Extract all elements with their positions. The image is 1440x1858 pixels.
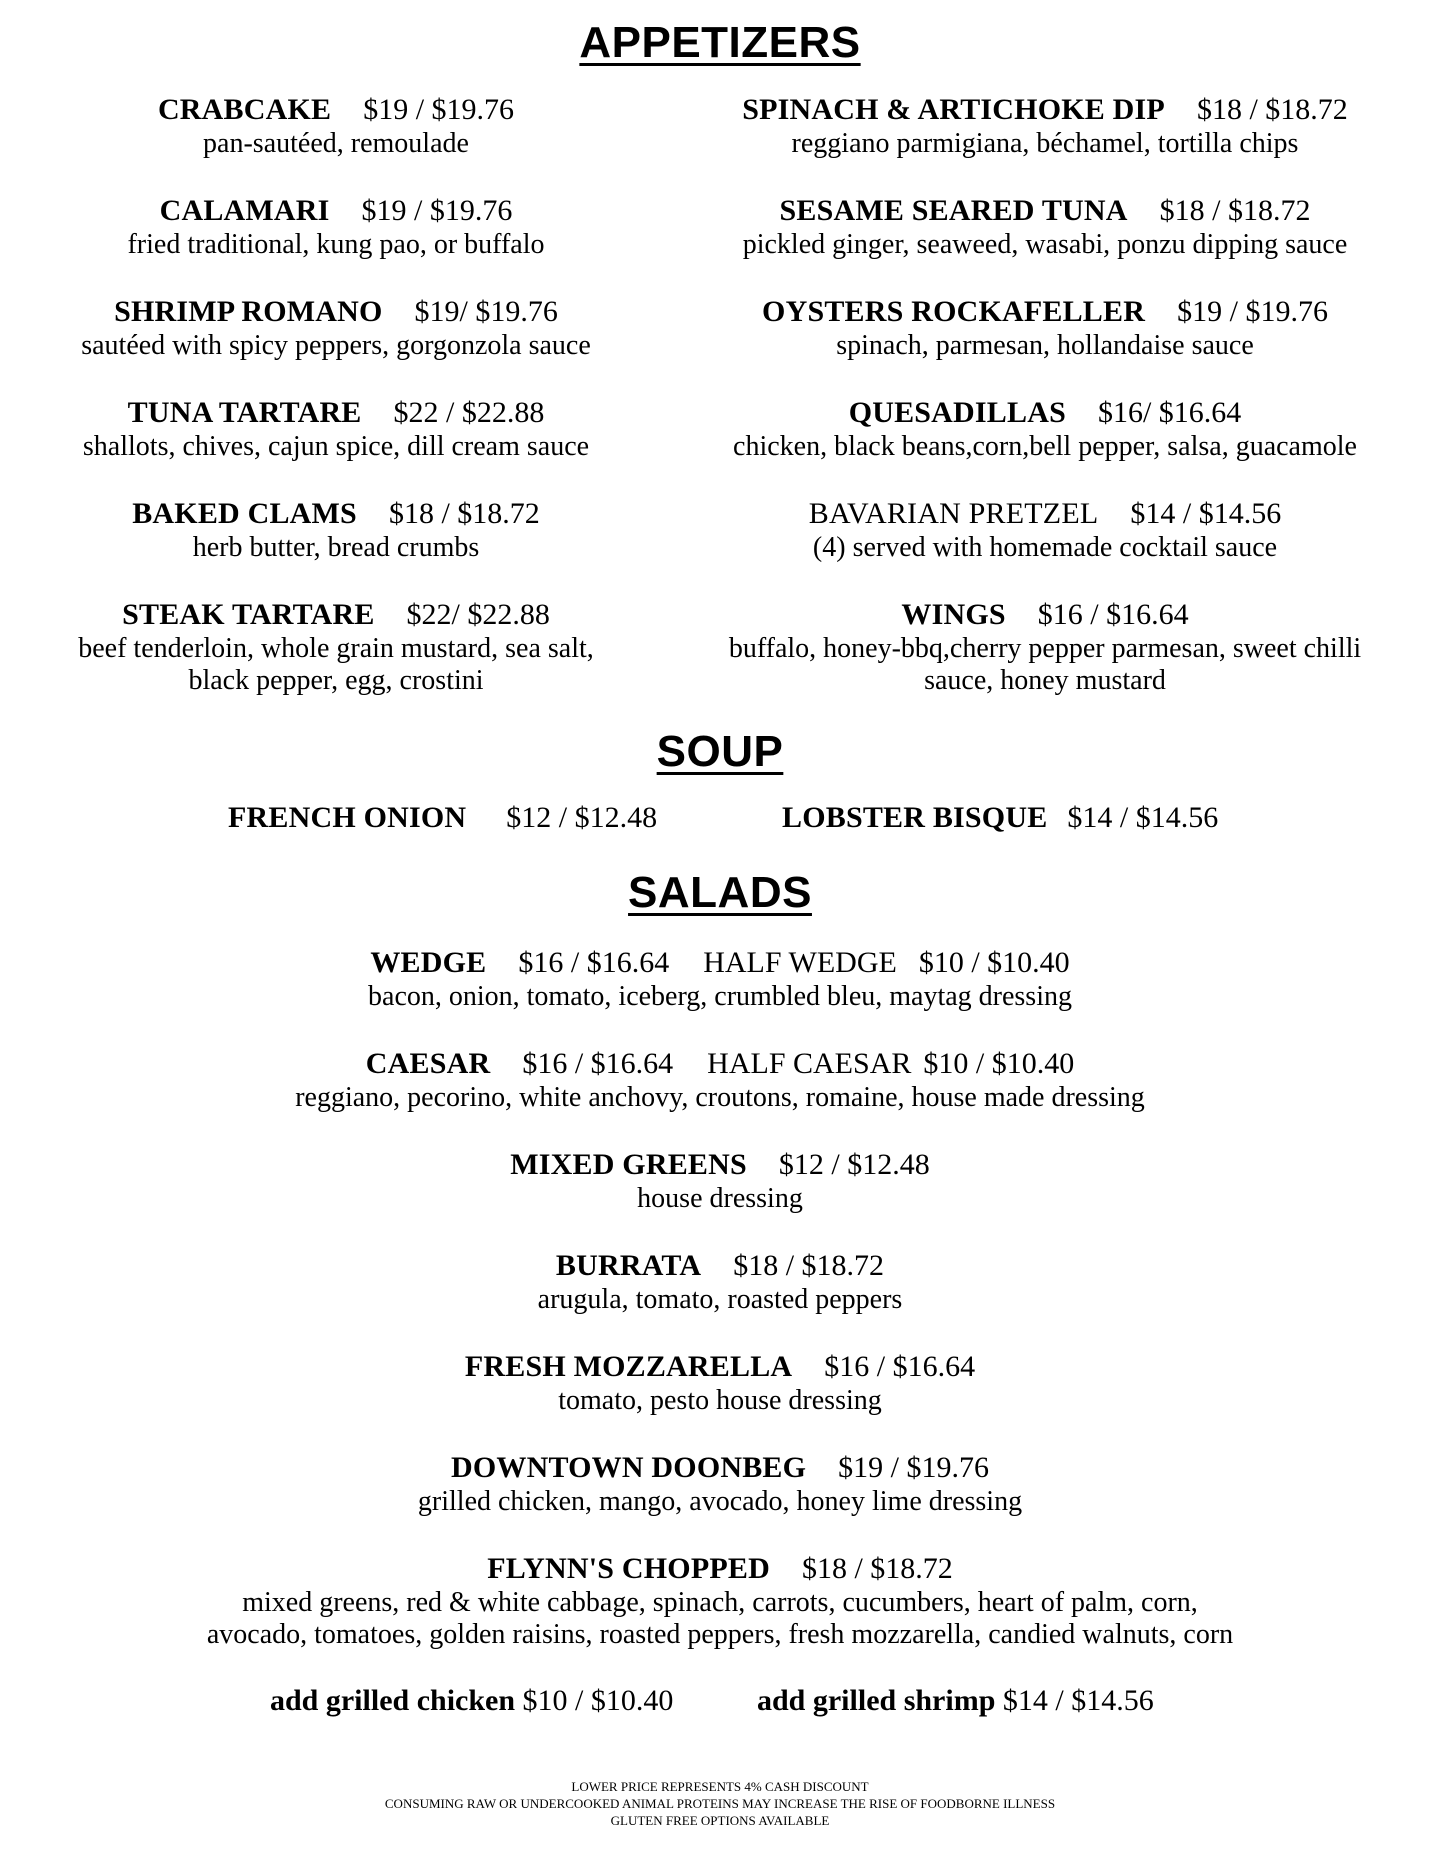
menu-item [228, 800, 657, 836]
item-name: DOWNTOWN DOONBEG [450, 1451, 807, 1484]
item-description: beef tenderloin, whole grain mustard, sea salt, [78, 633, 594, 664]
addon-label: add grilled chicken [270, 1684, 516, 1717]
item-price: $18 / $18.72 [801, 1552, 953, 1585]
menu-item [680, 597, 1410, 697]
menu-item [680, 294, 1410, 395]
half-portion-name: HALF WEDGE [703, 946, 897, 979]
item-price: $19/ $19.76 [414, 295, 558, 328]
item-price: $14 / $14.56 [1130, 497, 1282, 530]
addon-item [757, 1683, 1154, 1719]
menu-item [30, 92, 642, 193]
item-price: $19 / $19.76 [1177, 295, 1328, 328]
item-name: FLYNN'S CHOPPED [487, 1552, 770, 1585]
item-price: $16 / $16.64 [522, 1047, 674, 1080]
item-name: TUNA TARTARE [127, 396, 362, 429]
item-price: $19 / $19.76 [361, 194, 513, 227]
item-name: QUESADILLAS [848, 396, 1066, 429]
item-description: mixed greens, red & white cabbage, spinach, carrots, cucumbers, heart of palm, corn, [242, 1587, 1198, 1618]
menu-item [0, 1450, 1440, 1551]
half-portion-price: $10 / $10.40 [923, 1047, 1075, 1080]
item-description: shallots, chives, cajun spice, dill cream sauce [82, 431, 590, 462]
item-name: FRESH MOZZARELLA [464, 1350, 793, 1383]
item-description: tomato, pesto house dressing [558, 1385, 882, 1416]
item-price: $14 / $14.56 [1067, 801, 1219, 834]
menu-item [30, 395, 642, 496]
menu-item [30, 496, 642, 597]
menu-item [0, 1248, 1440, 1349]
item-price: $19 / $19.76 [838, 1451, 990, 1484]
item-description: house dressing [637, 1183, 803, 1214]
appetizers-right-column [680, 92, 1410, 697]
menu-item [680, 193, 1410, 294]
item-name: BAVARIAN PRETZEL [808, 497, 1099, 530]
menu-item [0, 1147, 1440, 1248]
item-description: grilled chicken, mango, avocado, honey lime dressing [417, 1486, 1023, 1517]
item-name: WEDGE [370, 946, 487, 979]
item-price: $18 / $18.72 [1196, 93, 1348, 126]
item-name: OYSTERS ROCKAFELLER [762, 295, 1146, 328]
menu-item [0, 1349, 1440, 1450]
item-price: $16 / $16.64 [1037, 598, 1189, 631]
item-price: $18 / $18.72 [388, 497, 540, 530]
item-price: $12 / $12.48 [506, 801, 658, 834]
item-name: SESAME SEARED TUNA [779, 194, 1128, 227]
item-name: SHRIMP ROMANO [114, 295, 383, 328]
item-price: $16/ $16.64 [1097, 396, 1242, 429]
addon-label: add grilled shrimp [757, 1684, 996, 1717]
item-description: pan-sautéed, remoulade [203, 128, 469, 159]
item-description: reggiano parmigiana, béchamel, tortilla chips [791, 128, 1299, 159]
menu-item [0, 945, 1440, 1046]
addon-price: $10 / $10.40 [522, 1684, 674, 1717]
menu-item [0, 1046, 1440, 1147]
menu-item [30, 597, 642, 697]
appetizers-heading: APPETIZERS [579, 18, 861, 67]
item-price: $16 / $16.64 [824, 1350, 976, 1383]
item-price: $22 / $22.88 [393, 396, 545, 429]
item-description: black pepper, egg, crostini [188, 665, 484, 696]
item-description: chicken, black beans,corn,bell pepper, salsa, guacamole [733, 431, 1357, 462]
menu-item [680, 395, 1410, 496]
menu-item [782, 800, 1218, 836]
item-description: spinach, parmesan, hollandaise sauce [836, 330, 1254, 361]
item-name: LOBSTER BISQUE [782, 801, 1048, 834]
menu-footer [0, 1778, 1440, 1829]
menu-item [0, 1551, 1440, 1716]
menu-item [30, 294, 642, 395]
item-description: herb butter, bread crumbs [192, 532, 480, 563]
item-description: reggiano, pecorino, white anchovy, croutons, romaine, house made dressing [295, 1082, 1145, 1113]
salads-list [0, 945, 1440, 1716]
item-name: WINGS [901, 598, 1006, 631]
item-description: (4) served with homemade cocktail sauce [812, 532, 1278, 563]
item-description: sautéed with spicy peppers, gorgonzola sauce [81, 330, 591, 361]
addon-price: $14 / $14.56 [1002, 1684, 1154, 1717]
item-name: FRENCH ONION [228, 801, 467, 834]
half-portion-price: $10 / $10.40 [918, 946, 1070, 979]
item-price: $19 / $19.76 [363, 93, 515, 126]
item-price: $12 / $12.48 [778, 1148, 930, 1181]
item-name: MIXED GREENS [510, 1148, 747, 1181]
item-name: BURRATA [555, 1249, 702, 1282]
item-description: fried traditional, kung pao, or buffalo [127, 229, 545, 260]
item-description: avocado, tomatoes, golden raisins, roasted peppers, fresh mozzarella, candied walnuts, corn [206, 1619, 1234, 1650]
footer-health-warning: CONSUMING RAW OR UNDERCOOKED ANIMAL PROTEINS MAY INCREASE THE RISE OF FOODBORNE ILLNESS [384, 1796, 1056, 1811]
item-description: arugula, tomato, roasted peppers [537, 1284, 903, 1315]
menu-item [30, 193, 642, 294]
item-description: sauce, honey mustard [924, 665, 1166, 696]
item-description: buffalo, honey-bbq,cherry pepper parmesan, sweet chilli [728, 633, 1362, 664]
item-name: CAESAR [365, 1047, 491, 1080]
item-name: STEAK TARTARE [122, 598, 375, 631]
footer-gluten-free-note: GLUTEN FREE OPTIONS AVAILABLE [610, 1813, 830, 1828]
item-price: $16 / $16.64 [518, 946, 670, 979]
item-name: SPINACH & ARTICHOKE DIP [742, 93, 1165, 126]
item-name: BAKED CLAMS [132, 497, 357, 530]
menu-item [680, 92, 1410, 193]
item-description: pickled ginger, seaweed, wasabi, ponzu dipping sauce [742, 229, 1348, 260]
menu-item [680, 496, 1410, 597]
addon-item [270, 1683, 673, 1719]
item-price: $18 / $18.72 [733, 1249, 885, 1282]
item-price: $18 / $18.72 [1159, 194, 1311, 227]
item-description: bacon, onion, tomato, iceberg, crumbled bleu, maytag dressing [368, 981, 1072, 1012]
salads-heading: SALADS [628, 868, 812, 917]
item-name: CALAMARI [159, 194, 330, 227]
item-price: $22/ $22.88 [406, 598, 550, 631]
half-portion-name: HALF CAESAR [707, 1047, 912, 1080]
soup-heading: SOUP [656, 727, 784, 776]
footer-cash-discount-note: LOWER PRICE REPRESENTS 4% CASH DISCOUNT [571, 1779, 869, 1794]
item-name: CRABCAKE [157, 93, 332, 126]
appetizers-left-column [30, 92, 642, 697]
